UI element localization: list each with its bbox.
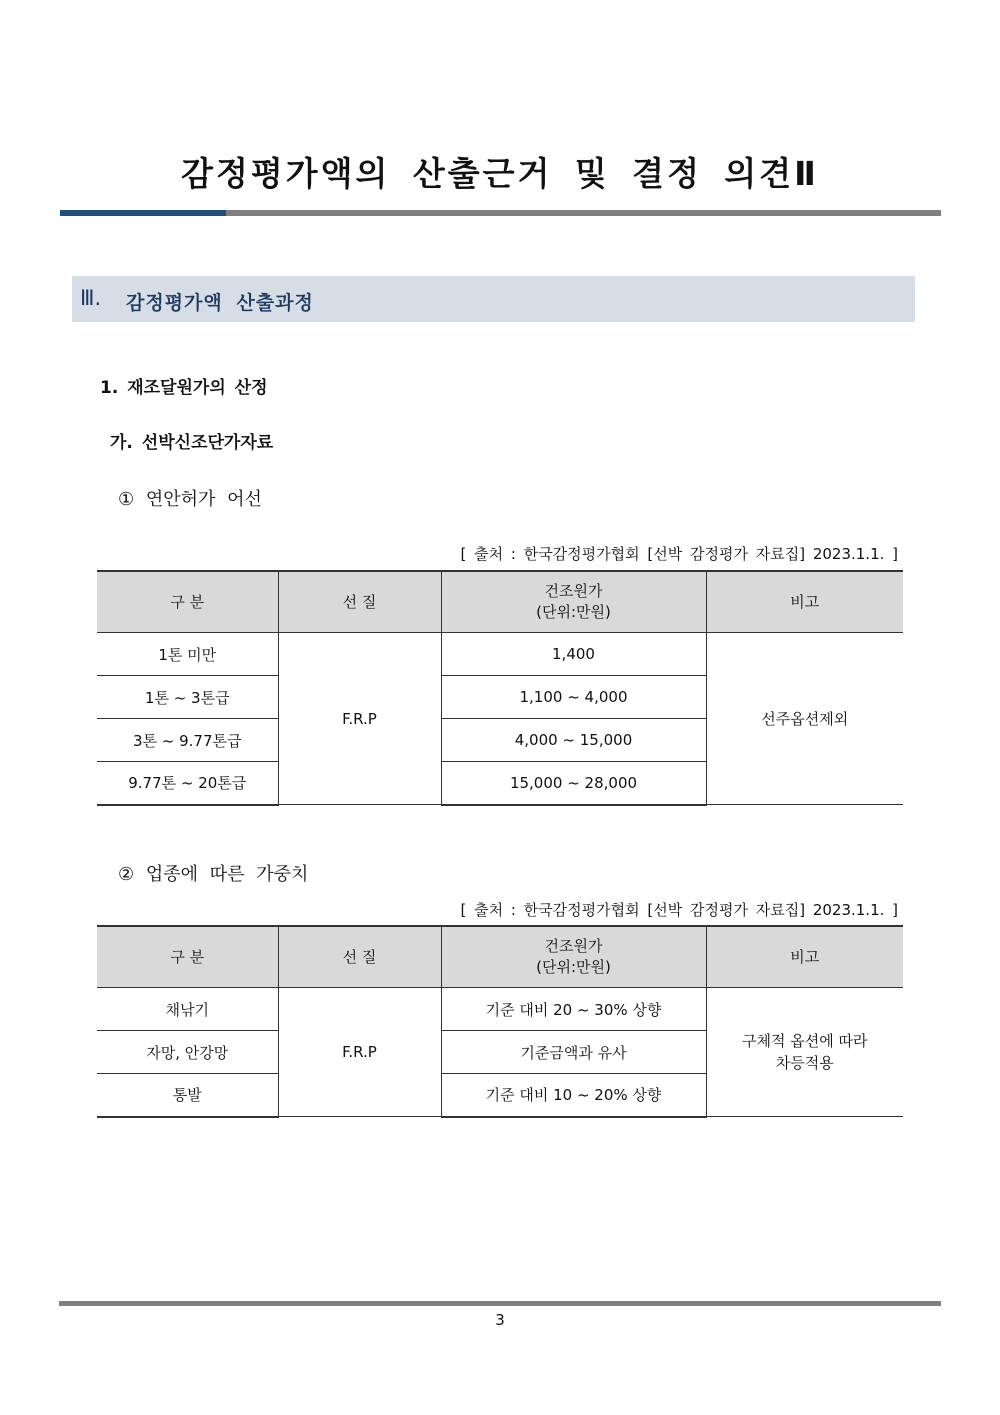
header-remarks: 비고 [706,926,903,988]
cell-cost: 기준 대비 20 ~ 30% 상향 [441,988,706,1031]
title-underline [60,210,941,216]
header-cost-line2: (단위:만원) [536,958,611,976]
header-cost-line2: (단위:만원) [536,603,611,621]
header-cost [441,926,706,988]
heading-2: 가. 선박신조단가자료 [110,433,274,453]
header-remarks: 비고 [706,571,903,633]
cell-category: 1톤 ~ 3톤급 [97,676,278,719]
cell-cost: 15,000 ~ 28,000 [441,762,706,805]
cell-cost: 기준 대비 10 ~ 20% 상향 [441,1074,706,1117]
cell-cost: 기준금액과 유사 [441,1031,706,1074]
page-title: 감정평가액의 산출근거 및 결정 의견Ⅱ [181,154,819,193]
title-underline-accent [60,210,226,216]
section-title: 감정평가액 산출과정 [126,292,314,314]
cell-category: 자망, 안강망 [97,1031,278,1074]
cell-cost: 4,000 ~ 15,000 [441,719,706,762]
heading-1: 1. 재조달원가의 산정 [100,378,268,398]
header-cost-line1: 건조원가 [544,937,603,955]
cell-material: F.R.P [278,633,441,805]
header-category: 구 분 [97,926,278,988]
table-header-row [97,571,903,633]
section-number: Ⅲ. [80,286,102,310]
header-cost-line1: 건조원가 [544,582,603,600]
table1-source: [ 출처 : 한국감정평가협회 [선박 감정평가 자료집] 2023.1.1. ] [460,545,898,563]
cell-cost: 1,400 [441,633,706,676]
cell-remarks-line1: 구체적 옵션에 따라 [742,1032,868,1050]
cell-category: 통발 [97,1074,278,1117]
footer-rule [59,1301,941,1306]
construction-cost-table [97,570,903,806]
cell-remarks-line2: 차등적용 [775,1054,834,1072]
cell-category: 채낚기 [97,988,278,1031]
cell-category: 3톤 ~ 9.77톤급 [97,719,278,762]
header-cost [441,571,706,633]
header-material: 선 질 [278,571,441,633]
table-header-row [97,926,903,988]
header-material: 선 질 [278,926,441,988]
table2-source: [ 출처 : 한국감정평가협회 [선박 감정평가 자료집] 2023.1.1. ] [460,901,898,919]
table-row [97,988,903,1031]
cell-category: 9.77톤 ~ 20톤급 [97,762,278,805]
cell-material: F.R.P [278,988,441,1117]
table2-subheading: ② 업종에 따른 가중치 [118,864,309,885]
header-category: 구 분 [97,571,278,633]
cell-category: 1톤 미만 [97,633,278,676]
industry-weight-table [97,925,903,1118]
cell-remarks [706,988,903,1117]
table-row [97,633,903,676]
cell-remarks: 선주옵션제외 [706,633,903,805]
page-number: 3 [495,1311,505,1329]
table1-subheading: ① 연안허가 어선 [118,489,262,510]
cell-cost: 1,100 ~ 4,000 [441,676,706,719]
